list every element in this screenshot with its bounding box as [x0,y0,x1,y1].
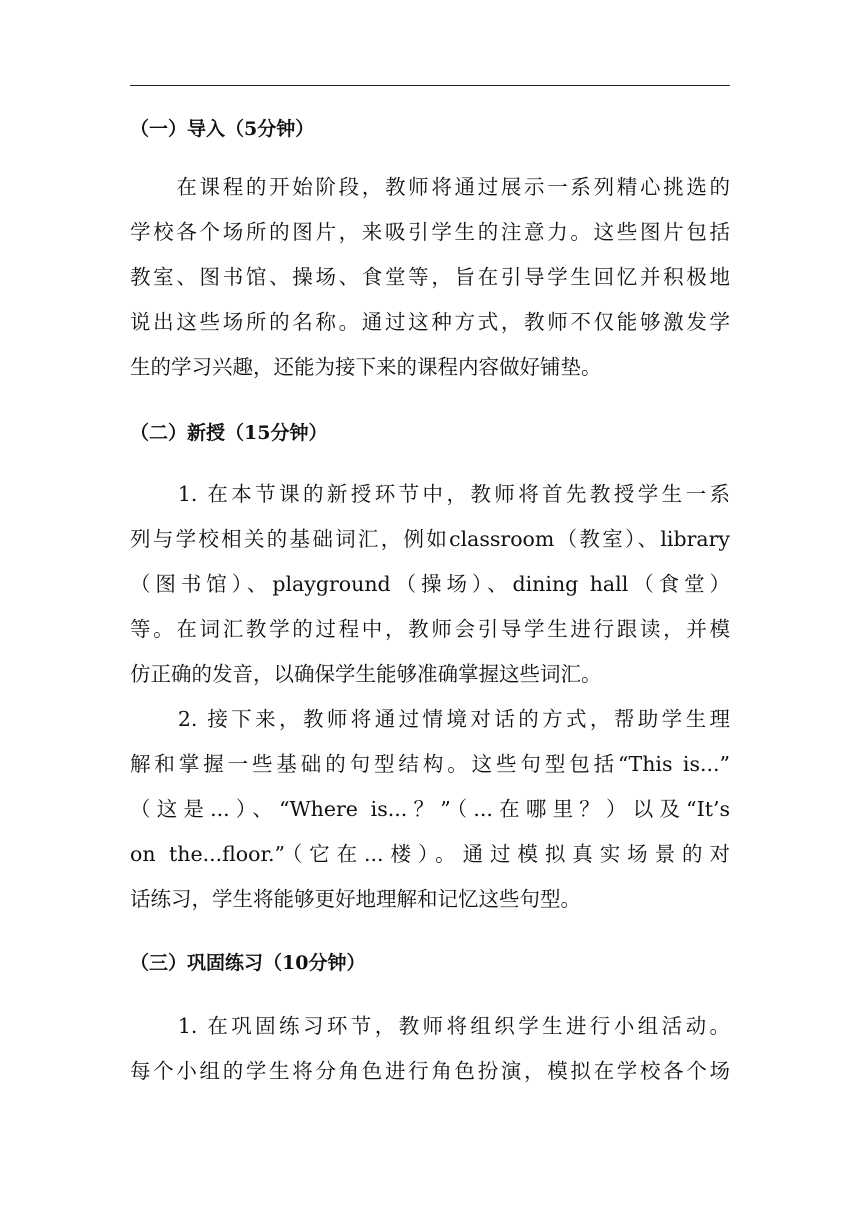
text-line: 2. 接下来，教师将通过情境对话的方式，帮助学生理 [130,707,730,731]
text-line: 教室、图书馆、操场、食堂等，旨在引导学生回忆并积极地 [130,265,730,289]
paragraph-intro [130,165,730,390]
section-heading-practice: （三）巩固练习（10分钟） [130,952,366,974]
text-line: 解和掌握一些基础的句型结构。这些句型包括“This is...” [130,752,730,776]
section-heading-intro: （一）导入（5分钟） [130,118,315,140]
text-line: 等。在词汇教学的过程中，教师会引导学生进行跟读，并模 [130,617,730,641]
text-line: 1. 在本节课的新授环节中，教师将首先教授学生一系 [130,482,730,506]
text-line: on the...floor.”（它在...楼）。通过模拟真实场景的对 [130,842,730,866]
text-line: （图书馆）、playground（操场）、dining hall（食堂） [130,572,730,596]
paragraph-practice-1 [130,1004,730,1094]
paragraph-new-lesson-2 [130,697,730,922]
header-rule [130,85,730,86]
text-line: 生的学习兴趣，还能为接下来的课程内容做好铺垫。 [130,355,602,379]
text-line: 每个小组的学生将分角色进行角色扮演，模拟在学校各个场 [130,1059,730,1083]
text-line: 在课程的开始阶段，教师将通过展示一系列精心挑选的 [130,175,730,199]
text-line: 学校各个场所的图片，来吸引学生的注意力。这些图片包括 [130,220,730,244]
text-line: 仿正确的发音，以确保学生能够准确掌握这些词汇。 [130,662,602,686]
text-line: 列与学校相关的基础词汇，例如classroom（教室）、library [130,527,730,551]
text-line: 说出这些场所的名称。通过这种方式，教师不仅能够激发学 [130,310,730,334]
text-line: （这是...）、“Where is...？”（...在哪里？）以及“It’s [130,797,730,821]
section-heading-new-lesson: （二）新授（15分钟） [130,422,328,444]
paragraph-new-lesson-1 [130,472,730,697]
text-line: 1. 在巩固练习环节，教师将组织学生进行小组活动。 [130,1014,730,1038]
text-line: 话练习，学生将能够更好地理解和记忆这些句型。 [130,887,581,911]
